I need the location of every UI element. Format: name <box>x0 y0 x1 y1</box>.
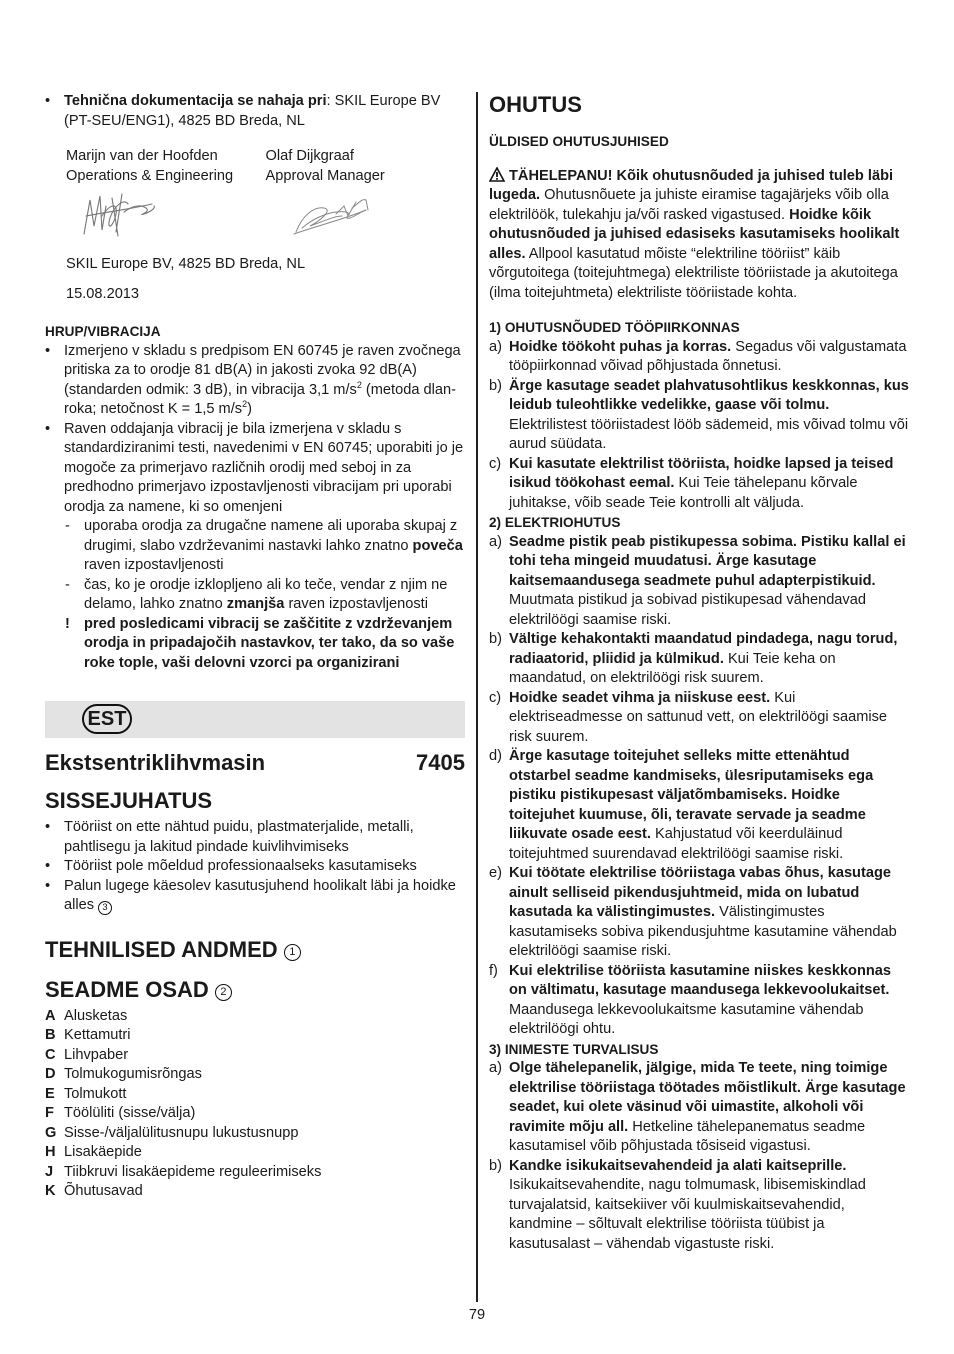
part-key: D <box>45 1066 56 1082</box>
safety-item <box>489 689 909 748</box>
noise-heading: HRUP/VIBRACIJA <box>45 324 161 339</box>
signatories <box>66 147 465 186</box>
safety-item-letter: c) <box>489 455 502 472</box>
safety-item-bold: Hoidke töökoht puhas ja korras. <box>509 338 732 355</box>
tech-doc-label: Tehnična dokumentacija se nahaja pri <box>64 93 327 109</box>
noise-text: Izmerjeno v skladu s predpisom EN 60745 je raven zvočnega pritiska za to orodje 81 dB(A) in jakosti zvoka 92 dB(A) (standarden odmik: 3 dB), in vibracija 3,1 m/s <box>64 342 461 398</box>
safety-item-text: Segadus või valgustamata tööpiirkonnad võivad põhjustada õnnetusi. <box>509 338 907 374</box>
safety-heading: OHUTUS <box>489 92 582 117</box>
safety-item-text: Kui elektriseadmesse on sattunud vett, on elektrilöögi saamise risk suurem. <box>509 689 888 745</box>
safety-item-text: Kui Teie keha on maandatud, on elektrilöögi risk suurem. <box>509 650 836 686</box>
part-label: Tiibkruvi lisakäepideme reguleerimiseks <box>64 1163 322 1180</box>
noise-bullet-1 <box>45 342 465 420</box>
product-number: 7405 <box>416 750 465 775</box>
vibration-warning <box>45 615 465 674</box>
intro-bullet: • Tööriist on ette nähtud puidu, plastmaterjalide, metalli, pahtlisegu ja lakitud pindade kuivlihvimiseks <box>45 818 465 857</box>
superscript: 2 <box>356 379 362 390</box>
dash-text: čas, ko je orodje izklopljeno ali ko teče, vendar z njim ne delamo, lahko znatno <box>84 576 448 612</box>
tech-doc-bullet <box>45 92 465 131</box>
warning-text: Ohutusnõuete ja juhiste eiramise tagajärjeks võib olla elektrilöök, tulekahju ja/või rasked vigastused. <box>489 187 889 223</box>
parts-heading <box>45 977 465 1003</box>
part-label: Õhutusavad <box>64 1183 143 1199</box>
safety-item-letter: c) <box>489 689 502 706</box>
signatory-title: Approval Manager <box>265 167 385 184</box>
vibration-warning-text: pred posledicami vibracij se zaščitite z vzdrževanjem orodja in pripadajočih nastavkov, ter tako, da so vaše roke tople, vaši delovni vzorci pa organizirani <box>84 615 455 671</box>
safety-item <box>489 1157 909 1255</box>
superscript: 2 <box>242 399 248 410</box>
part-key: J <box>45 1163 54 1180</box>
safety-item-bold: Kandke isikukaitsevahendeid ja alati kaitseprille. <box>509 1157 847 1174</box>
part-key: H <box>45 1144 56 1160</box>
product-name: Ekstsentriklihvmasin <box>45 750 266 775</box>
dash-text: uporaba orodja za drugačne namene ali uporaba skupaj z drugimi, slabo vzdrževanimi nastavki lahko znatno <box>84 518 458 554</box>
right-column <box>489 92 909 1254</box>
safety-item-bold: Seadme pistik peab pistikupessa sobima. Pistiku kallal ei tohi teha mingeid muudatusi. Ärge kasutage kaitsemaandusega seadmete puhul adapterpistikuid. <box>509 533 906 589</box>
intro-heading: SISSEJUHATUS <box>45 788 213 813</box>
language-badge: EST <box>82 704 132 734</box>
safety-item-bold: Kui elektrilise tööriista kasutamine niiskes keskkonnas on vältimatu, kasutage maandusega lekkevoolukaitset. <box>509 962 892 998</box>
safety-item <box>489 533 909 631</box>
safety-item-letter: b) <box>489 377 502 394</box>
warning-text: Allpool kasutatud mõiste “elektriline tööriist” käib võrgutoitega (toitejuhtmega) elektriliste tööriistade ja akutoitega (ilma toitejuhtmeta) elektriliste tööriistade kohta. <box>489 245 898 301</box>
intro-bullet <box>45 877 465 916</box>
left-column <box>45 92 465 1202</box>
warning-bold: TÄHELEPANU! Kõik ohutusnõuded ja juhised tuleb läbi lugeda. <box>489 167 894 203</box>
part-key: F <box>45 1105 54 1121</box>
column-divider <box>476 92 478 1302</box>
company-address: SKIL Europe BV, 4825 BD Breda, NL <box>66 256 306 272</box>
signatory-2 <box>266 147 466 186</box>
dash-emphasis: poveča <box>412 537 463 554</box>
safety-item-text: Muutmata pistikud ja sobivad pistikupesad vähendavad elektrilöögi saamise riski. <box>509 592 866 628</box>
safety-item-text: Elektrilistest tööriistadest lööb sädemeid, mis võivad tolmu või aurud süüdata. <box>509 416 909 452</box>
noise-text: (metoda dlan-roka; netočnost K = 1,5 m/s <box>64 381 456 417</box>
part-key: G <box>45 1124 57 1141</box>
part-label: Kettamutri <box>64 1027 131 1043</box>
safety-item-letter: a) <box>489 338 502 355</box>
safety-item-text: Kui Teie tähelepanu kõrvale juhitakse, võib seade Teie kontrolli alt väljuda. <box>509 475 858 511</box>
safety-item-bold: Ärge kasutage toitejuhet selleks mitte ettenähtud otstarbel seadme kandmiseks, ülesriputamiseks ega pistiku pistikupesast väljatõmbamiseks. Hoidke toitejuhet kuumuse, õli, teravate servade ja seadme liikuvate osade eest. <box>509 748 874 842</box>
safety-item-letter: e) <box>489 865 502 881</box>
part-key: E <box>45 1085 55 1102</box>
safety-item-bold: Hoidke seadet vihma ja niiskuse eest. <box>509 689 771 706</box>
signatures <box>66 186 465 256</box>
intro-list <box>45 818 465 916</box>
safety-item-letter: a) <box>489 533 502 550</box>
noise-text: ) <box>247 401 252 417</box>
language-bar <box>45 701 465 738</box>
signature-2 <box>294 200 368 234</box>
warning-bold: Hoidke kõik ohutusnõuded ja juhised edasiseks kasutamiseks hoolikalt alles. <box>489 206 900 262</box>
part-label: Töölüliti (sisse/välja) <box>64 1105 196 1121</box>
intro-bullet-text: Palun lugege käesolev kasutusjuhend hoolikalt läbi ja hoidke alles <box>64 877 456 913</box>
part-label: Lihvpaber <box>64 1046 129 1063</box>
handwritten-signatures <box>66 186 466 256</box>
intro-bullet: • Tööriist pole mõeldud professionaalseks kasutamiseks <box>45 857 465 877</box>
signatory-name: Marijn van der Hoofden <box>66 148 218 164</box>
general-warning <box>489 167 909 304</box>
safety-sections <box>489 318 909 1254</box>
safety-item <box>489 455 909 514</box>
safety-section-heading: 3) INIMESTE TURVALISUS <box>489 1041 659 1057</box>
safety-item <box>489 338 909 377</box>
safety-section-heading: 1) OHUTUSNÕUDED TÖÖPIIRKONNAS <box>489 320 740 335</box>
tech-data-heading <box>45 937 465 963</box>
noise-bullet-2: • Raven oddajanja vibracij je bila izmerjena v skladu s standardiziranimi testi, navedenimi v EN 60745; uporabiti jo je mogoče za primerjavo različnih orodij med seboj in za predhodno primerjavo izpostavljenosti vibracijam pri uporabi orodja za namene, ki so omenjeni <box>45 420 465 518</box>
safety-item <box>489 747 909 864</box>
warning-triangle-icon <box>489 167 505 182</box>
safety-item-text: Hetkeline tähelepanematus seadme kasutamisel võib põhjustada tõsiseid vigastusi. <box>509 1118 866 1154</box>
parts-heading-text: SEADME OSAD <box>45 976 209 1002</box>
safety-item-bold: Olge tähelepanelik, jälgige, mida Te teete, ning toimige elektrilise tööriistaga töötades mõistlikult. Ärge kasutage seadet, kui olete väsinud või uimastite, alkoholi või ravimite mõju all. <box>509 1060 906 1135</box>
part-key: A <box>45 1007 56 1024</box>
declaration-date: 15.08.2013 <box>66 285 140 302</box>
part-label: Lisakäepide <box>64 1144 142 1160</box>
exclamation-mark: ! <box>65 615 70 632</box>
safety-item-bold: Ärge kasutage seadet plahvatusohtlikus keskkonnas, kus leidub tuleohtlikke vedelikke, gaase või tolmu. <box>509 377 909 413</box>
safety-item <box>489 1059 909 1157</box>
signatory-title: Operations & Engineering <box>66 167 234 184</box>
safety-item-letter: b) <box>489 631 502 647</box>
safety-item-text: Isikukaitsevahendite, nagu tolmumask, libisemiskindlad turvajalatsid, kaitsekiiver või kuulmiskaitsevahendid, kandmine – sõltuvalt elektrilise tööriista tüübist ja kasutusalast – vähendab vigastuste riski. <box>509 1177 866 1252</box>
dash-text: raven izpostavljenosti <box>84 557 224 573</box>
safety-item-letter: b) <box>489 1157 502 1174</box>
safety-item-text: Maandusega lekkevoolukaitsme kasutamine vähendab elektrilöögi ohtu. <box>509 1001 864 1037</box>
safety-item-bold: Kui töötate elektrilise tööriistaga vabas õhus, kasutage ainult selliseid pikendusjuhtmeid, mida on lubatud kasutada ka välistingimustes. <box>509 865 891 920</box>
part-key: B <box>45 1027 56 1043</box>
safety-section-heading: 2) ELEKTRIOHUTUS <box>489 515 621 530</box>
part-key: K <box>45 1183 56 1199</box>
general-safety-heading: ÜLDISED OHUTUSJUHISED <box>489 134 669 149</box>
figure-ref: 2 <box>215 984 232 1001</box>
safety-item <box>489 962 909 1040</box>
part-label: Sisse-/väljalülitusnupu lukustusnupp <box>64 1124 299 1141</box>
signature-1 <box>84 194 154 236</box>
safety-item-text: Kahjustatud või keerduläinud toitejuhtmed suurendavad elektrilöögi saamise riski. <box>509 826 844 862</box>
part-label: Tolmukogumisrõngas <box>64 1066 202 1082</box>
safety-item-letter: f) <box>489 962 498 979</box>
safety-item-bold: Vältige kehakontakti maandatud pindadega, nagu torud, radiaatorid, pliidid ja külmikud. <box>509 631 898 667</box>
tech-doc-address: : SKIL Europe BV (PT-SEU/ENG1), 4825 BD Breda, NL <box>64 93 441 129</box>
part-key: C <box>45 1046 56 1063</box>
safety-item <box>489 630 909 689</box>
dash-text: raven izpostavljenosti <box>284 596 428 612</box>
tech-data-heading-text: TEHNILISED ANDMED <box>45 936 278 962</box>
product-title <box>45 750 465 776</box>
parts-list <box>45 1007 465 1202</box>
figure-ref: 1 <box>284 944 301 961</box>
page-number: 79 <box>468 1307 486 1323</box>
dash-emphasis: zmanjša <box>226 596 285 612</box>
signatory-1 <box>66 147 266 186</box>
safety-item-letter: a) <box>489 1060 502 1076</box>
safety-item-text: Välistingimustes kasutamiseks sobiva pikendusjuhtme kasutamine vähendab elektrilöögi saamise riski. <box>509 904 897 959</box>
part-label: Tolmukott <box>64 1085 127 1102</box>
part-label: Alusketas <box>64 1007 128 1024</box>
figure-ref: 3 <box>98 901 112 915</box>
safety-item-bold: Kui kasutate elektrilist tööriista, hoidke lapsed ja teised isikud töökohast eemal. <box>509 455 894 491</box>
safety-item <box>489 864 909 962</box>
safety-item <box>489 377 909 455</box>
noise-dash-2 <box>45 576 465 615</box>
signatory-name: Olaf Dijkgraaf <box>265 148 354 164</box>
noise-dash-1 <box>45 517 465 576</box>
safety-item-letter: d) <box>489 748 502 764</box>
